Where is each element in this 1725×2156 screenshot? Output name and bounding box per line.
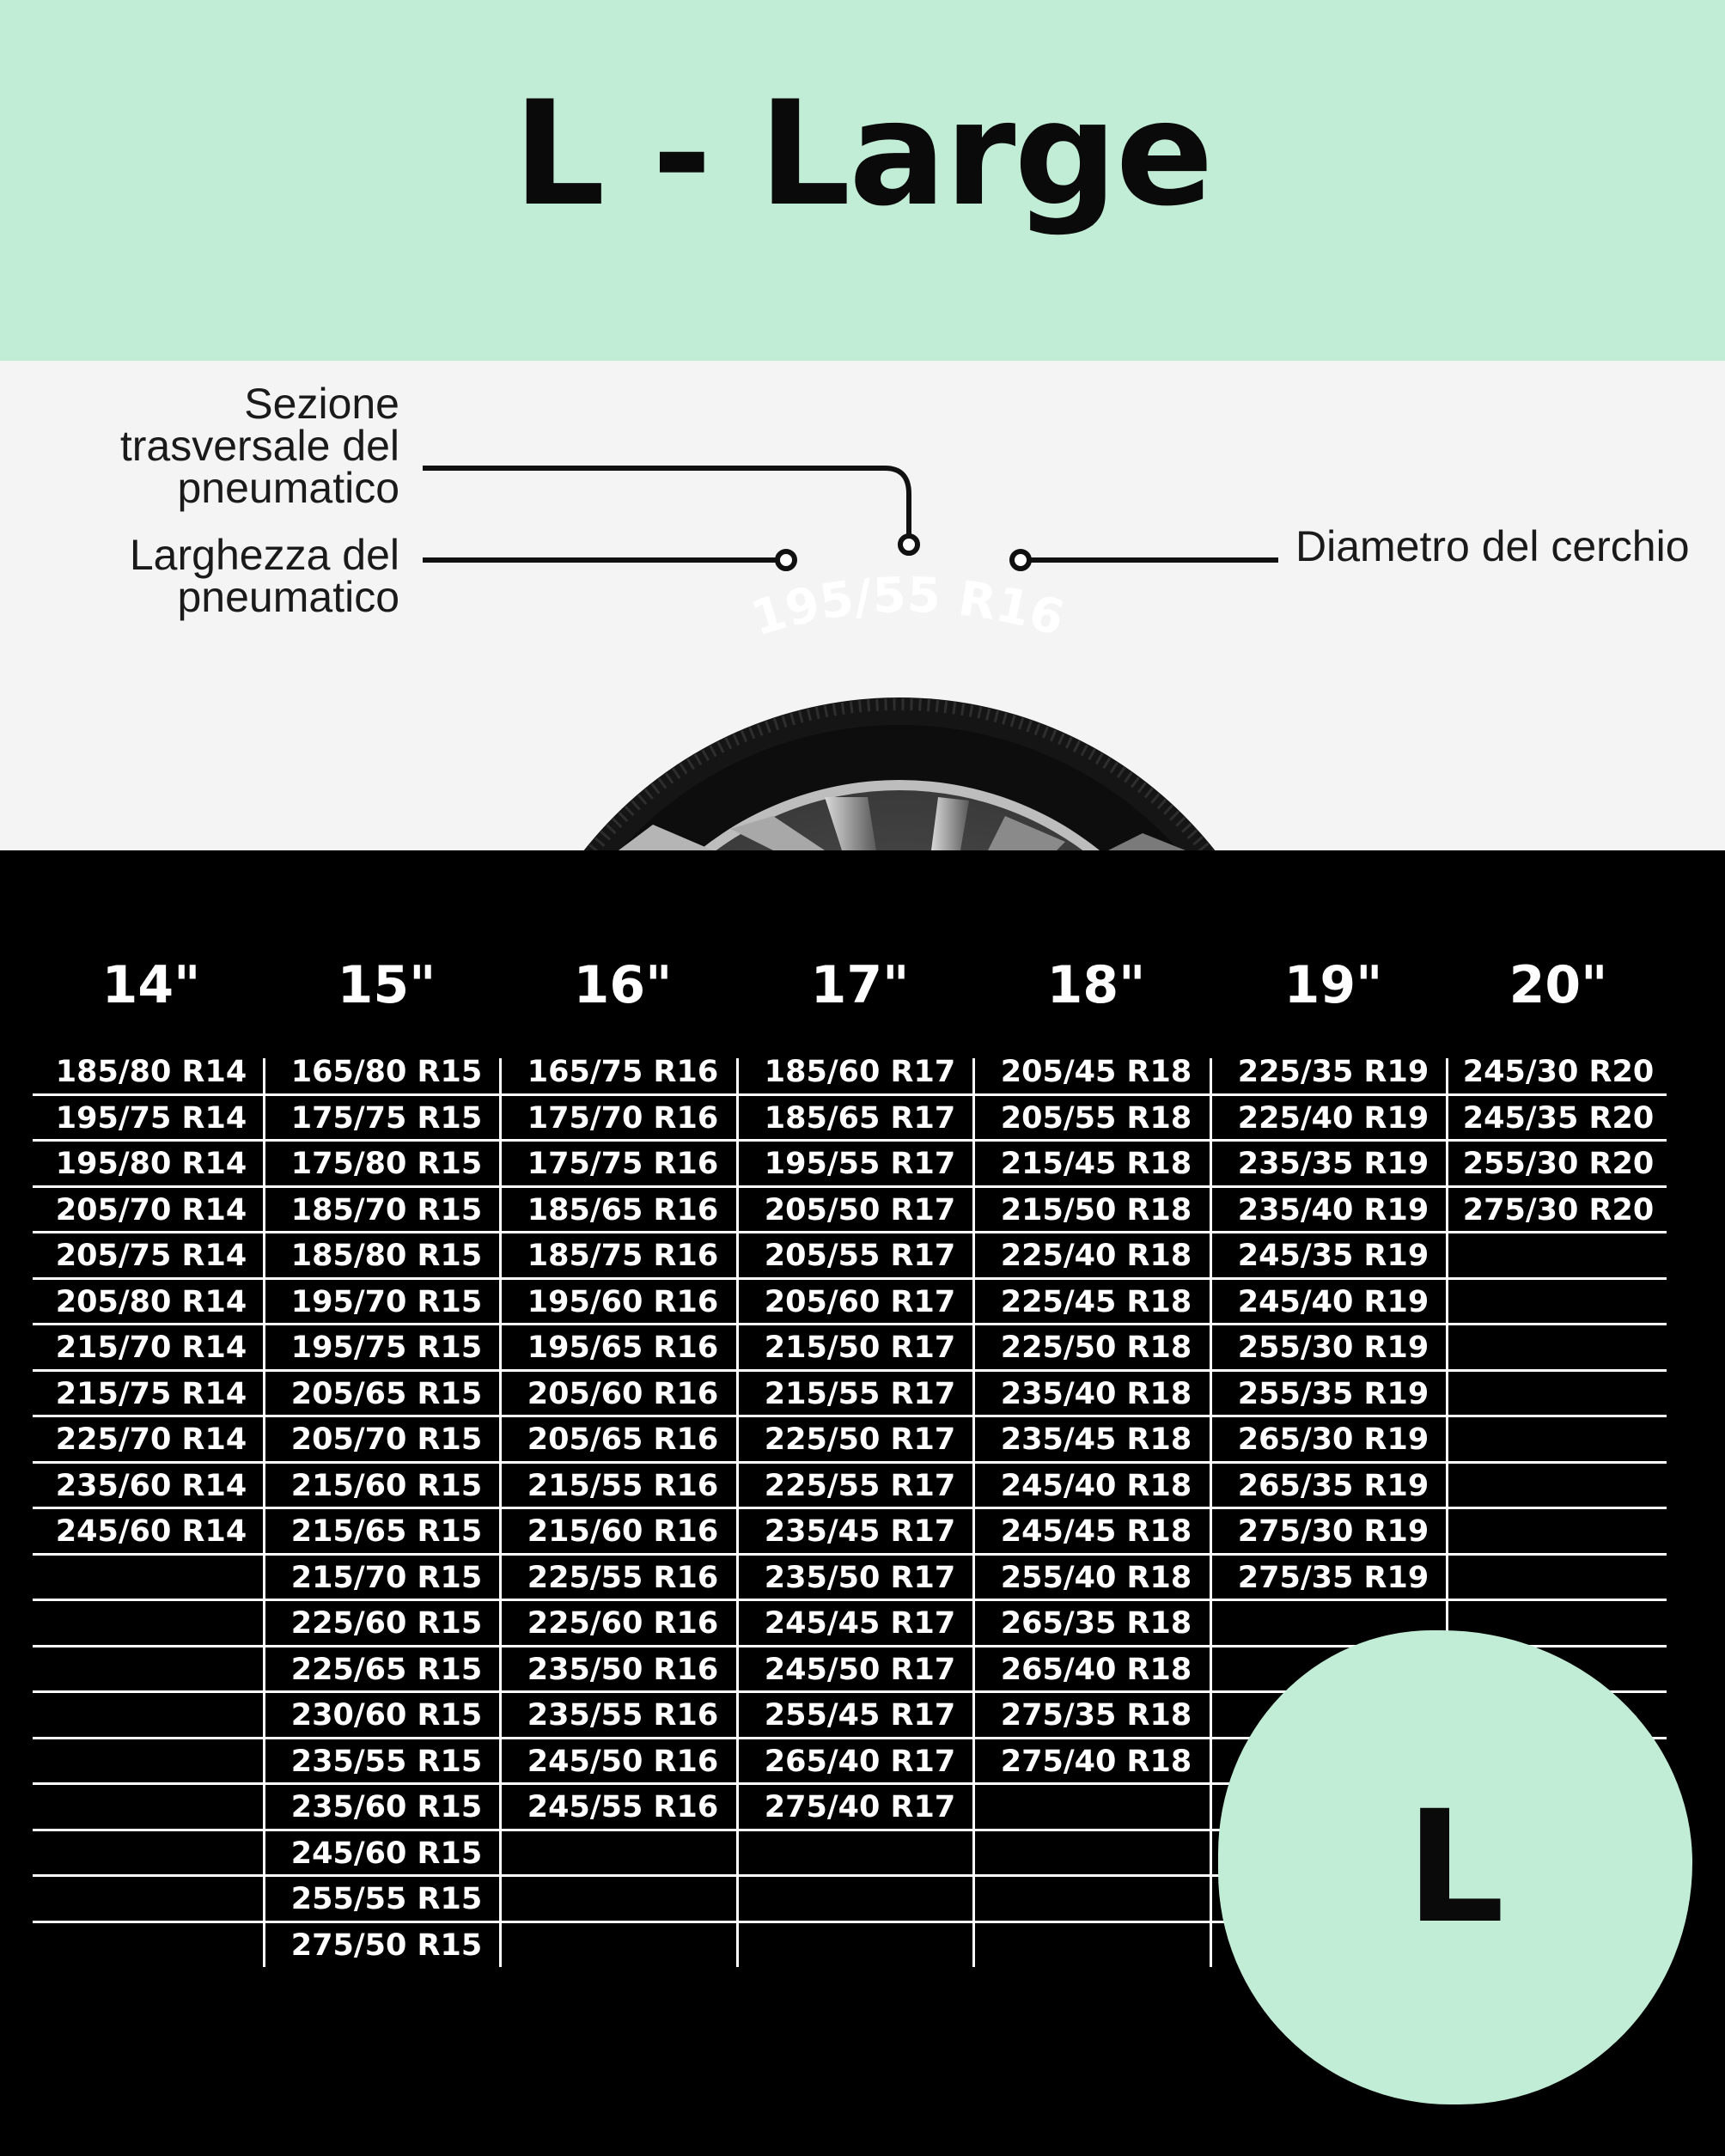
size-cell: 205/70 R14 — [33, 1188, 270, 1234]
size-cell — [978, 1877, 1215, 1923]
size-cell — [33, 1877, 270, 1923]
size-cell — [33, 1785, 270, 1831]
size-cell: 245/45 R18 — [978, 1509, 1215, 1556]
size-cell: 245/35 R20 — [1450, 1096, 1667, 1142]
size-cell — [1450, 1372, 1667, 1418]
column-divider — [499, 1058, 502, 1967]
column-divider — [263, 1058, 265, 1967]
size-cell: 215/50 R17 — [741, 1325, 978, 1372]
size-cell: 235/45 R18 — [978, 1417, 1215, 1464]
column-rows — [504, 1050, 741, 1923]
column-divider — [972, 1058, 975, 1967]
column-rows — [741, 1050, 978, 1923]
size-cell: 225/60 R16 — [504, 1601, 741, 1647]
size-cell: 195/70 R15 — [268, 1280, 505, 1326]
size-cell: 275/30 R20 — [1450, 1188, 1667, 1234]
size-cell: 255/45 R17 — [741, 1693, 978, 1739]
column-header: 18" — [1046, 955, 1146, 1015]
size-cell: 195/75 R15 — [268, 1325, 505, 1372]
size-cell: 245/60 R15 — [268, 1831, 505, 1878]
column-header: 20" — [1509, 955, 1608, 1015]
size-cell: 205/55 R18 — [978, 1096, 1215, 1142]
size-cell: 275/30 R19 — [1215, 1509, 1452, 1556]
size-cell: 215/55 R16 — [504, 1464, 741, 1510]
size-cell — [1450, 1233, 1667, 1280]
size-cell: 205/70 R15 — [268, 1417, 505, 1464]
label-tire-width: Larghezza del pneumatico — [129, 531, 399, 621]
size-cell: 215/65 R15 — [268, 1509, 505, 1556]
size-cell: 225/50 R18 — [978, 1325, 1215, 1372]
size-cell: 215/45 R18 — [978, 1142, 1215, 1188]
size-cell: 275/40 R17 — [741, 1785, 978, 1831]
size-cell — [1450, 1464, 1667, 1510]
size-cell: 165/80 R15 — [268, 1050, 505, 1096]
label-cross-section: Sezione trasversale del pneumatico — [119, 380, 399, 512]
size-cell: 225/35 R19 — [1215, 1050, 1452, 1096]
column-rows — [978, 1050, 1215, 1923]
column-header: 14" — [101, 955, 201, 1015]
size-cell — [33, 1693, 270, 1739]
size-cell: 245/45 R17 — [741, 1601, 978, 1647]
size-cell: 205/75 R14 — [33, 1233, 270, 1280]
size-cell: 245/30 R20 — [1450, 1050, 1667, 1096]
size-cell: 255/40 R18 — [978, 1556, 1215, 1602]
size-cell — [741, 1877, 978, 1923]
size-cell — [33, 1831, 270, 1878]
size-cell: 175/80 R15 — [268, 1142, 505, 1188]
size-cell: 275/50 R15 — [290, 1928, 483, 1963]
size-cell: 235/50 R16 — [504, 1647, 741, 1694]
size-cell: 165/75 R16 — [504, 1050, 741, 1096]
size-cell — [741, 1831, 978, 1878]
size-cell: 185/65 R17 — [741, 1096, 978, 1142]
size-cell: 215/55 R17 — [741, 1372, 978, 1418]
size-cell: 225/45 R18 — [978, 1280, 1215, 1326]
size-cell: 275/35 R19 — [1215, 1556, 1452, 1602]
size-cell: 265/40 R18 — [978, 1647, 1215, 1694]
badge-letter: L — [1405, 1777, 1505, 1958]
size-cell: 205/65 R15 — [268, 1372, 505, 1418]
size-cell: 205/60 R16 — [504, 1372, 741, 1418]
size-cell: 225/65 R15 — [268, 1647, 505, 1694]
size-cell: 195/80 R14 — [33, 1142, 270, 1188]
size-cell: 245/40 R18 — [978, 1464, 1215, 1510]
size-cell: 215/70 R15 — [268, 1556, 505, 1602]
size-cell: 225/40 R19 — [1215, 1096, 1452, 1142]
size-cell: 175/70 R16 — [504, 1096, 741, 1142]
size-cell — [1450, 1556, 1667, 1602]
size-cell: 205/60 R17 — [741, 1280, 978, 1326]
size-cell: 185/75 R16 — [504, 1233, 741, 1280]
size-cell — [33, 1739, 270, 1786]
size-cell — [978, 1831, 1215, 1878]
size-cell — [504, 1831, 741, 1878]
column-header: 19" — [1283, 955, 1383, 1015]
size-cell: 175/75 R15 — [268, 1096, 505, 1142]
size-cell: 235/60 R14 — [33, 1464, 270, 1510]
size-cell: 215/70 R14 — [33, 1325, 270, 1372]
size-cell: 255/30 R19 — [1215, 1325, 1452, 1372]
size-cell: 195/55 R17 — [741, 1142, 978, 1188]
column-header: 16" — [573, 955, 673, 1015]
size-cell: 185/80 R14 — [33, 1050, 270, 1096]
size-cell: 275/40 R18 — [978, 1739, 1215, 1786]
size-cell: 230/60 R15 — [268, 1693, 505, 1739]
header-banner — [0, 0, 1725, 361]
page-title: L - Large — [513, 70, 1212, 238]
size-cell: 215/60 R16 — [504, 1509, 741, 1556]
size-cell — [1450, 1280, 1667, 1326]
size-cell — [1450, 1417, 1667, 1464]
size-cell: 205/80 R14 — [33, 1280, 270, 1326]
size-cell: 255/35 R19 — [1215, 1372, 1452, 1418]
leader-lines — [423, 468, 1278, 560]
size-cell: 205/65 R16 — [504, 1417, 741, 1464]
size-cell: 205/45 R18 — [978, 1050, 1215, 1096]
size-cell: 225/50 R17 — [741, 1417, 978, 1464]
tire-icon — [497, 568, 1301, 850]
label-rim-diameter: Diametro del cerchio — [1295, 522, 1690, 570]
size-cell: 195/60 R16 — [504, 1280, 741, 1326]
size-cell: 265/40 R17 — [741, 1739, 978, 1786]
size-cell — [504, 1877, 741, 1923]
size-cell: 245/50 R16 — [504, 1739, 741, 1786]
size-cell: 235/40 R18 — [978, 1372, 1215, 1418]
size-cell: 195/65 R16 — [504, 1325, 741, 1372]
size-cell: 215/60 R15 — [268, 1464, 505, 1510]
size-cell: 225/70 R14 — [33, 1417, 270, 1464]
column-divider — [1210, 1058, 1212, 1967]
size-cell: 235/35 R19 — [1215, 1142, 1452, 1188]
tire-marking-text: 195/55 R16 — [745, 567, 1070, 648]
size-cell: 225/55 R16 — [504, 1556, 741, 1602]
size-cell: 255/55 R15 — [268, 1877, 505, 1923]
size-cell: 225/40 R18 — [978, 1233, 1215, 1280]
size-cell: 245/40 R19 — [1215, 1280, 1452, 1326]
leader-dots — [777, 536, 1029, 569]
size-cell — [978, 1785, 1215, 1831]
size-cell: 235/55 R16 — [504, 1693, 741, 1739]
size-cell: 245/60 R14 — [33, 1509, 270, 1556]
size-cell: 205/55 R17 — [741, 1233, 978, 1280]
size-cell: 235/40 R19 — [1215, 1188, 1452, 1234]
size-cell — [33, 1556, 270, 1602]
size-cell: 185/65 R16 — [504, 1188, 741, 1234]
column-rows — [268, 1050, 505, 1969]
column-divider — [736, 1058, 739, 1967]
size-cell: 245/35 R19 — [1215, 1233, 1452, 1280]
size-cell — [1450, 1325, 1667, 1372]
size-cell: 235/55 R15 — [268, 1739, 505, 1786]
size-cell: 235/45 R17 — [741, 1509, 978, 1556]
size-cell — [33, 1601, 270, 1647]
size-cell: 225/60 R15 — [268, 1601, 505, 1647]
size-cell: 175/75 R16 — [504, 1142, 741, 1188]
column-rows — [33, 1050, 270, 1923]
size-cell — [1450, 1509, 1667, 1556]
size-cell: 215/75 R14 — [33, 1372, 270, 1418]
size-cell: 235/60 R15 — [268, 1785, 505, 1831]
size-cell: 265/35 R19 — [1215, 1464, 1452, 1510]
column-header: 15" — [337, 955, 436, 1015]
size-cell: 185/60 R17 — [741, 1050, 978, 1096]
size-cell: 185/70 R15 — [268, 1188, 505, 1234]
tire-diagram — [0, 361, 1725, 850]
size-cell — [33, 1647, 270, 1694]
size-cell: 245/55 R16 — [504, 1785, 741, 1831]
size-badge — [1218, 1630, 1692, 2104]
size-cell: 225/55 R17 — [741, 1464, 978, 1510]
size-cell: 185/80 R15 — [268, 1233, 505, 1280]
size-cell: 195/75 R14 — [33, 1096, 270, 1142]
size-cell: 275/35 R18 — [978, 1693, 1215, 1739]
size-cell: 265/35 R18 — [978, 1601, 1215, 1647]
size-cell: 205/50 R17 — [741, 1188, 978, 1234]
size-cell: 215/50 R18 — [978, 1188, 1215, 1234]
size-cell: 265/30 R19 — [1215, 1417, 1452, 1464]
size-cell: 235/50 R17 — [741, 1556, 978, 1602]
size-cell: 255/30 R20 — [1450, 1142, 1667, 1188]
column-header: 17" — [810, 955, 910, 1015]
size-cell: 245/50 R17 — [741, 1647, 978, 1694]
